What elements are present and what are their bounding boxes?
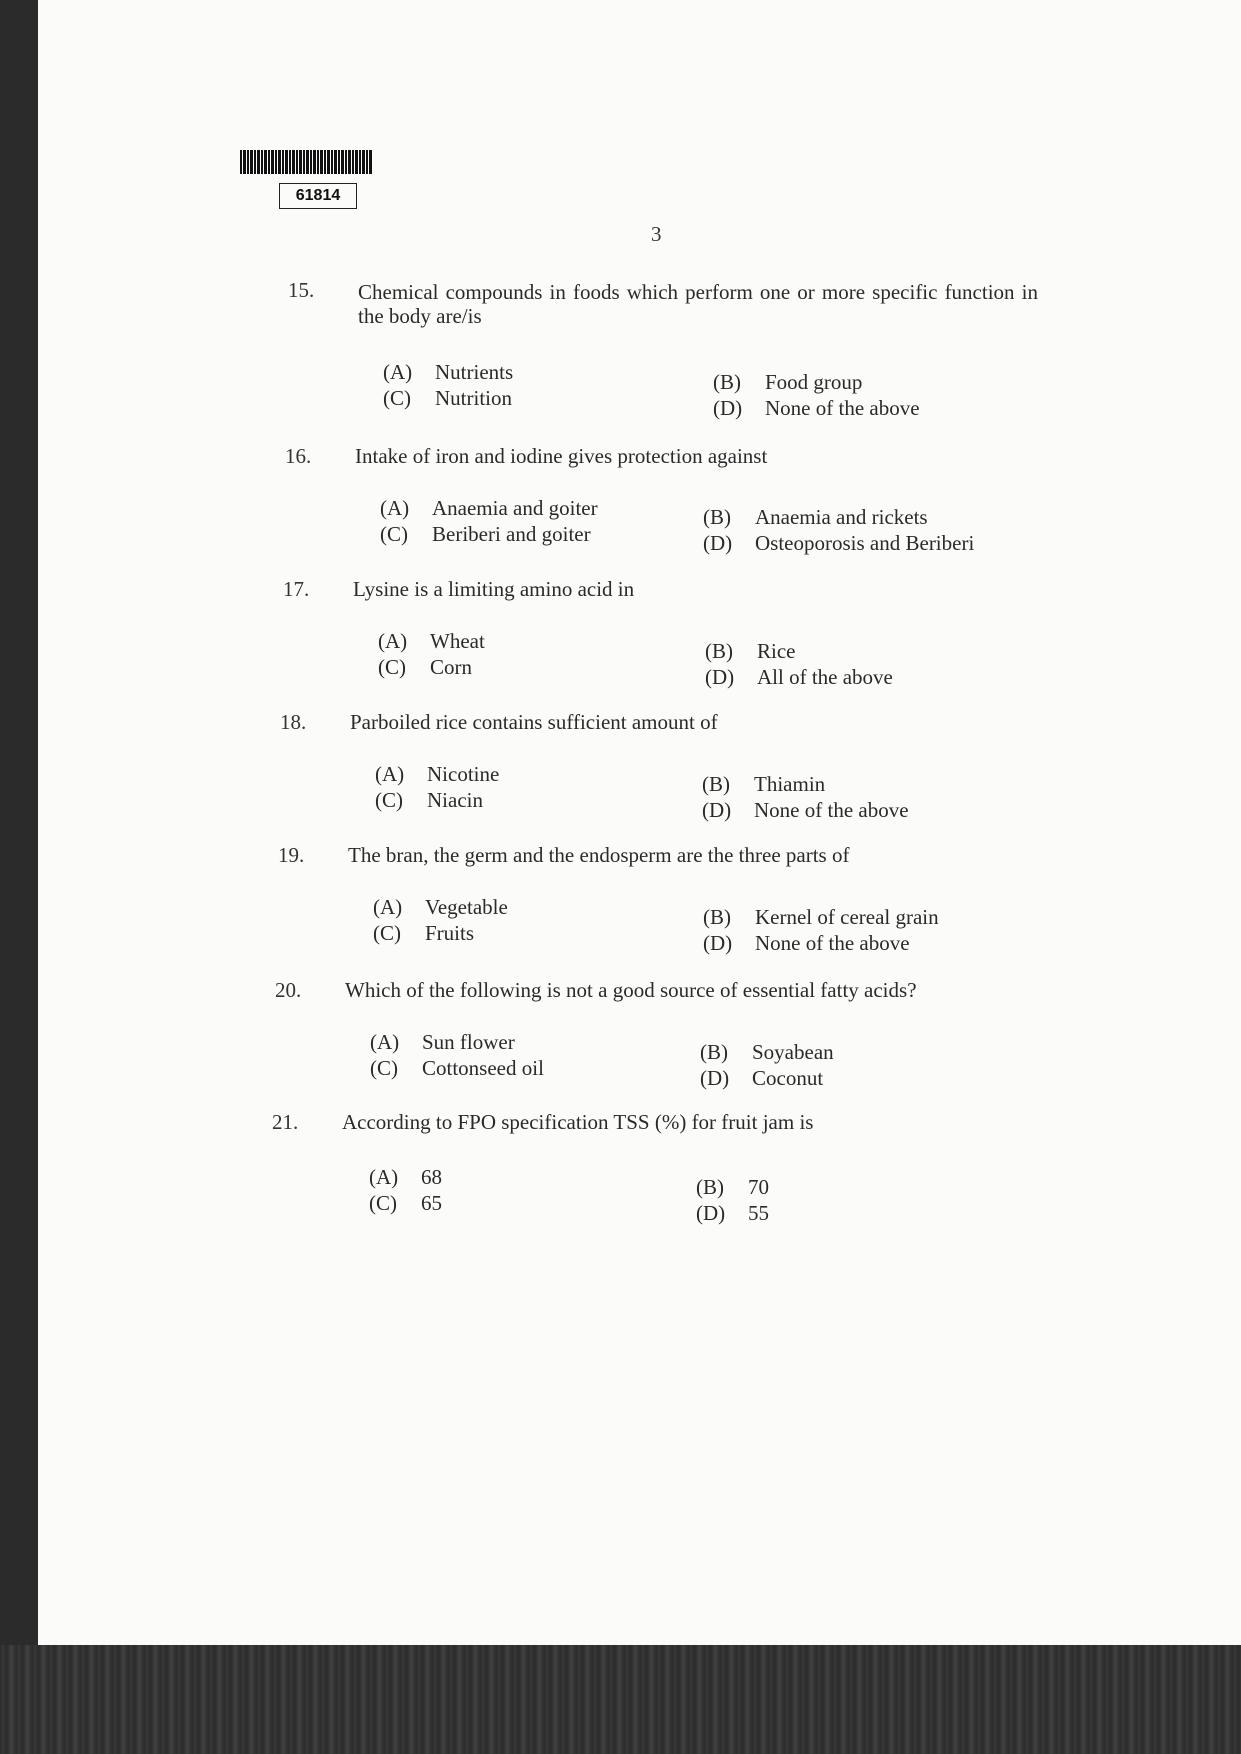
option-b[interactable] (705, 639, 795, 664)
option-a[interactable] (383, 360, 513, 385)
paper-code: 61814 (279, 183, 357, 209)
option-letter: (D) (705, 665, 735, 689)
scan-bottom-margin (0, 1645, 1241, 1754)
option-letter: (A) (370, 1030, 400, 1054)
option-text: Corn (430, 655, 472, 679)
option-b[interactable] (703, 505, 928, 530)
option-letter: (C) (369, 1191, 397, 1215)
option-d[interactable] (700, 1066, 823, 1091)
question-text: Lysine is a limiting amino acid in (353, 577, 635, 601)
option-text: Rice (757, 639, 796, 663)
option-c[interactable] (378, 655, 472, 680)
option-text: None of the above (765, 396, 920, 420)
option-letter: (B) (700, 1040, 728, 1064)
option-text: Coconut (752, 1066, 824, 1090)
option-text: Osteoporosis and Beriberi (755, 531, 975, 555)
option-text: Nutrition (435, 386, 512, 410)
option-letter: (C) (383, 386, 411, 410)
option-text: Kernel of cereal grain (755, 905, 939, 929)
question-text: The bran, the germ and the endosperm are the three parts of (348, 843, 850, 867)
option-letter: (B) (703, 905, 731, 929)
option-d[interactable] (703, 931, 910, 956)
question-text: Which of the following is not a good source of essential fatty acids? (345, 978, 917, 1002)
option-b[interactable] (702, 772, 825, 797)
option-text: Food group (765, 370, 863, 394)
question-text: According to FPO specification TSS (%) for fruit jam is (342, 1110, 814, 1134)
option-a[interactable] (369, 1165, 442, 1190)
option-c[interactable] (380, 522, 591, 547)
option-a[interactable] (378, 629, 485, 654)
option-letter: (C) (370, 1056, 398, 1080)
option-text: Sun flower (422, 1030, 515, 1054)
option-d[interactable] (696, 1201, 769, 1226)
option-letter: (A) (369, 1165, 399, 1189)
option-letter: (A) (373, 895, 403, 919)
option-text: 55 (748, 1201, 769, 1225)
question-text: Chemical compounds in foods which perform one or more specific function in the body are/is (358, 280, 1038, 328)
option-text: Vegetable (425, 895, 508, 919)
option-letter: (C) (380, 522, 408, 546)
option-d[interactable] (703, 531, 974, 556)
option-letter: (B) (696, 1175, 724, 1199)
option-letter: (C) (375, 788, 403, 812)
option-text: Beriberi and goiter (432, 522, 591, 546)
option-letter: (D) (703, 931, 733, 955)
option-text: Wheat (430, 629, 485, 653)
scan-left-margin (0, 0, 38, 1645)
option-text: Anaemia and rickets (755, 505, 928, 529)
option-letter: (A) (380, 496, 410, 520)
option-c[interactable] (370, 1056, 544, 1081)
question-number: 15. (288, 278, 315, 302)
option-d[interactable] (705, 665, 893, 690)
question-text: Intake of iron and iodine gives protection against (355, 444, 768, 468)
option-text: 70 (748, 1175, 769, 1199)
option-b[interactable] (703, 905, 939, 930)
page-number: 3 (651, 222, 662, 246)
option-text: Niacin (427, 788, 483, 812)
question-number: 18. (280, 710, 307, 734)
option-d[interactable] (702, 798, 909, 823)
option-text: All of the above (757, 665, 893, 689)
option-letter: (B) (703, 505, 731, 529)
question-number: 20. (275, 978, 302, 1002)
exam-page (38, 0, 1241, 1645)
option-c[interactable] (369, 1191, 442, 1216)
barcode (240, 150, 373, 174)
option-c[interactable] (373, 921, 474, 946)
option-a[interactable] (370, 1030, 515, 1055)
option-text: None of the above (754, 798, 909, 822)
option-a[interactable] (373, 895, 508, 920)
option-text: Nutrients (435, 360, 514, 384)
option-c[interactable] (383, 386, 512, 411)
option-text: None of the above (755, 931, 910, 955)
option-letter: (D) (713, 396, 743, 420)
option-letter: (B) (713, 370, 741, 394)
question-number: 19. (278, 843, 305, 867)
question-number: 21. (272, 1110, 299, 1134)
option-letter: (A) (378, 629, 408, 653)
option-b[interactable] (696, 1175, 769, 1200)
option-letter: (D) (703, 531, 733, 555)
question-number: 16. (285, 444, 312, 468)
option-text: Thiamin (754, 772, 826, 796)
option-a[interactable] (380, 496, 598, 521)
option-text: Soyabean (752, 1040, 834, 1064)
option-b[interactable] (713, 370, 862, 395)
option-letter: (D) (696, 1201, 726, 1225)
option-text: Nicotine (427, 762, 500, 786)
option-text: 65 (421, 1191, 442, 1215)
option-letter: (B) (705, 639, 733, 663)
option-text: Cottonseed oil (422, 1056, 544, 1080)
option-letter: (A) (375, 762, 405, 786)
option-d[interactable] (713, 396, 920, 421)
question-text: Parboiled rice contains sufficient amount of (350, 710, 718, 734)
option-b[interactable] (700, 1040, 834, 1065)
option-letter: (D) (702, 798, 732, 822)
option-a[interactable] (375, 762, 499, 787)
option-letter: (D) (700, 1066, 730, 1090)
option-text: Fruits (425, 921, 475, 945)
option-text: Anaemia and goiter (432, 496, 598, 520)
option-letter: (B) (702, 772, 730, 796)
option-c[interactable] (375, 788, 483, 813)
option-letter: (C) (378, 655, 406, 679)
option-letter: (A) (383, 360, 413, 384)
option-letter: (C) (373, 921, 401, 945)
option-text: 68 (421, 1165, 442, 1189)
question-number: 17. (283, 577, 310, 601)
